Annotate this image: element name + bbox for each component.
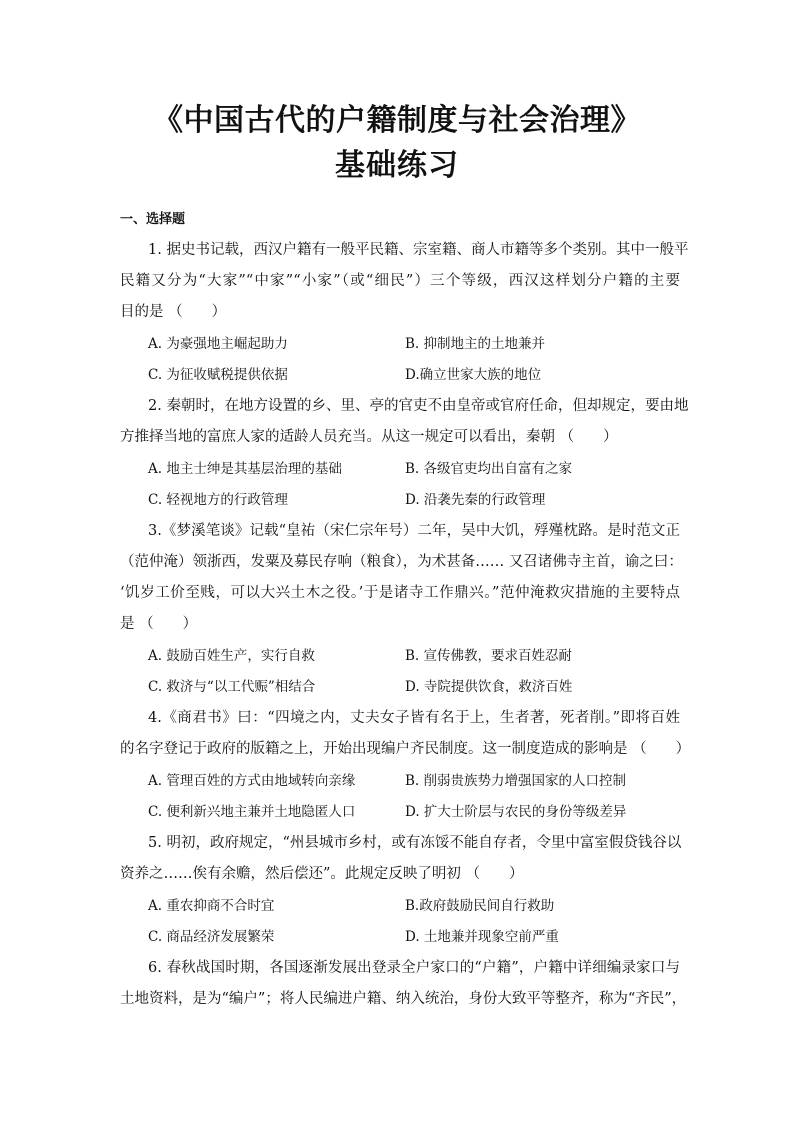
q5-line-2: 资养之……俟有余赡，然后偿还”。此规定反映了明初 （ ）	[120, 866, 524, 882]
q4-line-1: 4.《商君书》曰：“四境之内，丈夫女子皆有名于上，生者著，死者削。”即将百姓	[148, 710, 680, 726]
q4-option-b: B. 削弱贵族势力增强国家的人口控制	[405, 773, 627, 789]
q3-option-c: C. 救济与“以工代赈”相结合	[148, 679, 316, 695]
q4-option-d: D. 扩大士阶层与农民的身份等级差异	[405, 804, 627, 820]
q3-option-a: A. 鼓励百姓生产，实行自救	[148, 648, 315, 664]
q2-line-1: 2. 秦朝时，在地方设置的乡、里、亭的官吏不由皇帝或官府任命，但却规定，要由地	[148, 398, 689, 414]
q4-line-2: 的名字登记于政府的版籍之上，开始出现编户齐民制度。这一制度造成的影响是 （ ）	[120, 741, 691, 757]
q5-option-c: C. 商品经济发展繁荣	[148, 929, 275, 945]
q5-line-1: 5. 明初，政府规定，“州县城市乡村，或有冻馁不能自存者，令里中富室假贷钱谷以	[148, 835, 682, 851]
q2-option-c: C. 轻视地方的行政管理	[148, 492, 288, 508]
q6-line-1: 6. 春秋战国时期，各国逐渐发展出登录全户家口的“户籍”，户籍中详细编录家口与	[148, 960, 680, 976]
document-subtitle: 基础练习	[335, 148, 459, 183]
document-title: 《中国古代的户籍制度与社会治理》	[153, 103, 641, 138]
q2-option-a: A. 地主士绅是其基层治理的基础	[148, 461, 342, 477]
q2-option-d: D. 沿袭先秦的行政管理	[405, 492, 546, 508]
q1-option-a: A. 为豪强地主崛起助力	[148, 336, 288, 352]
q1-line-2: 民籍又分为“大家”“中家”“小家”（或“细民”）三个等级，西汉这样划分户籍的主要	[120, 273, 680, 289]
q4-option-a: A. 管理百姓的方式由地域转向亲缘	[148, 773, 356, 789]
q1-line-3: 目的是 （ ）	[120, 304, 227, 320]
section-heading: 一、选择题	[120, 212, 186, 227]
q3-option-d: D. 寺院提供饮食，救济百姓	[405, 679, 573, 695]
q3-line-4: 是 （ ）	[120, 616, 198, 632]
q5-option-d: D. 土地兼并现象空前严重	[405, 929, 559, 945]
q3-option-b: B. 宣传佛教，要求百姓忍耐	[405, 648, 573, 664]
q3-line-2: （范仲淹）领浙西，发粟及募民存响（粮食），为术甚备…… 又召诸佛寺主首，谕之曰：	[120, 554, 683, 570]
q5-option-b: B.政府鼓励民间自行救助	[405, 898, 555, 914]
q2-option-b: B. 各级官吏均出自富有之家	[405, 461, 573, 477]
q1-option-c: C. 为征收赋税提供依据	[148, 367, 288, 383]
q3-line-3: ‘饥岁工价至贱，可以大兴土木之役。’于是诸寺工作鼎兴。”范仲淹救灾措施的主要特点	[120, 585, 680, 601]
q1-option-d: D.确立世家大族的地位	[405, 367, 542, 383]
q2-line-2: 方推择当地的富庶人家的适龄人员充当。从这一规定可以看出，秦朝 （ ）	[120, 429, 618, 445]
q1-option-b: B. 抑制地主的土地兼并	[405, 336, 546, 352]
q1-line-1: 1. 据史书记载，西汉户籍有一般平民籍、宗室籍、商人市籍等多个类别。其中一般平	[148, 242, 689, 258]
q4-option-c: C. 便利新兴地主兼并土地隐匿人口	[148, 804, 356, 820]
q3-line-1: 3.《梦溪笔谈》记载“皇祐（宋仁宗年号）二年，吴中大饥，殍殣枕路。是时范文正	[148, 523, 680, 539]
q5-option-a: A. 重农抑商不合时宜	[148, 898, 275, 914]
q6-line-2: 土地资料，是为“编户”；将人民编进户籍、纳入统治，身份大致平等整齐，称为“齐民”，	[120, 991, 687, 1007]
